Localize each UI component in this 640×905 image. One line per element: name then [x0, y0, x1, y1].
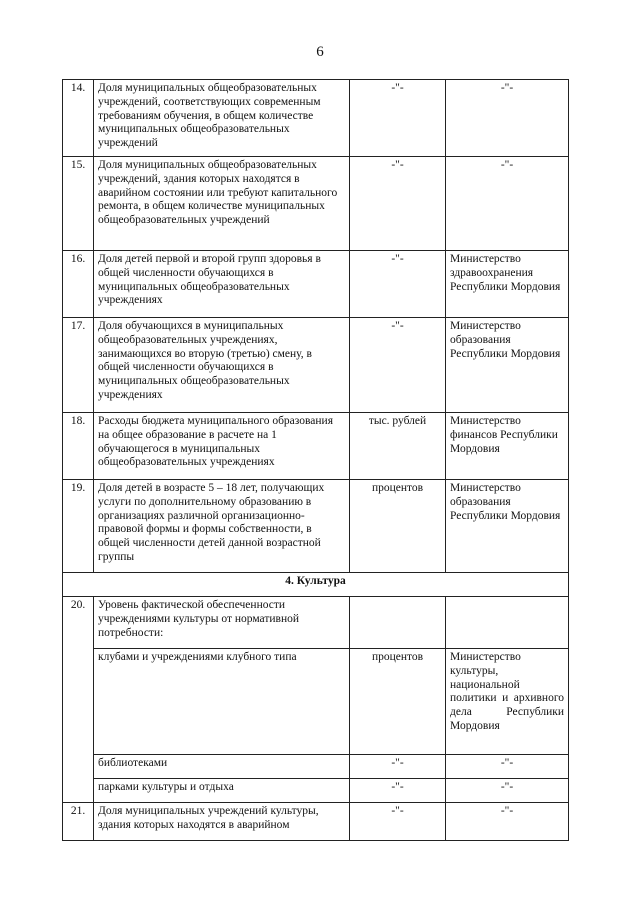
source-cell: Министерство культуры, национальной политики и архивного дела Республики Мордовия	[446, 649, 569, 755]
row-number: 14.	[63, 80, 94, 157]
table-row	[63, 318, 569, 413]
table-row	[63, 251, 569, 318]
row-number: 18.	[63, 413, 94, 480]
table-subrow	[63, 779, 569, 803]
row-number: 17.	[63, 318, 94, 413]
indicator-subtext: клубами и учреждениями клубного типа	[94, 649, 350, 755]
row-number: 15.	[63, 157, 94, 251]
indicator-text: Доля детей в возрасте 5 – 18 лет, получающих услуги по дополнительному образованию в организациях различной организационно-правовой формы и формы собственности, в общей численности детей данной возрастной группы	[94, 480, 350, 573]
unit-cell: -"-	[350, 755, 446, 779]
source-cell: -"-	[446, 80, 569, 157]
unit-cell	[350, 597, 446, 649]
row-number: 21.	[63, 803, 94, 841]
source-cell: -"-	[446, 779, 569, 803]
indicator-text: Доля детей первой и второй групп здоровья в общей численности обучающихся в муниципальных общеобразовательных учреждениях	[94, 251, 350, 318]
source-cell: Министерство образования Республики Мордовия	[446, 318, 569, 413]
row-number: 16.	[63, 251, 94, 318]
row-number: 20.	[63, 597, 94, 803]
indicator-text: Уровень фактической обеспеченности учреждениями культуры от нормативной потребности:	[94, 597, 350, 649]
indicator-text: Доля обучающихся в муниципальных общеобразовательных учреждениях, занимающихся во вторую (третью) смену, в общей численности обучающихся в муниципальных общеобразовательных учреждениях	[94, 318, 350, 413]
indicator-text: Расходы бюджета муниципального образования на общее образование в расчете на 1 обучающегося в муниципальных общеобразовательных учреждениях	[94, 413, 350, 480]
indicators-table	[62, 79, 569, 841]
source-cell: -"-	[446, 157, 569, 251]
section-title: 4. Культура	[63, 573, 569, 597]
unit-cell: -"-	[350, 779, 446, 803]
indicator-text: Доля муниципальных учреждений культуры, здания которых находятся в аварийном	[94, 803, 350, 841]
unit-cell: -"-	[350, 251, 446, 318]
table-subrow	[63, 755, 569, 779]
indicator-text: Доля муниципальных общеобразовательных учреждений, здания которых находятся в аварийном состоянии или требуют капитального ремонта, в общем количестве муниципальных общеобразовательных учреждений	[94, 157, 350, 251]
table-row	[63, 597, 569, 649]
indicator-subtext: библиотеками	[94, 755, 350, 779]
source-cell: Министерство здравоохранения Республики Мордовия	[446, 251, 569, 318]
row-number: 19.	[63, 480, 94, 573]
table-row	[63, 80, 569, 157]
section-row	[63, 573, 569, 597]
source-cell	[446, 597, 569, 649]
table-row	[63, 413, 569, 480]
page-number: 6	[316, 44, 324, 60]
table-row	[63, 803, 569, 841]
source-cell: -"-	[446, 803, 569, 841]
unit-cell: процентов	[350, 649, 446, 755]
unit-cell: -"-	[350, 803, 446, 841]
unit-cell: -"-	[350, 318, 446, 413]
unit-cell: -"-	[350, 157, 446, 251]
unit-cell: процентов	[350, 480, 446, 573]
table-subrow	[63, 649, 569, 755]
table-row	[63, 480, 569, 573]
unit-cell: тыс. рублей	[350, 413, 446, 480]
source-cell: -"-	[446, 755, 569, 779]
unit-cell: -"-	[350, 80, 446, 157]
source-cell: Министерство образования Республики Мордовия	[446, 480, 569, 573]
source-cell: Министерство финансов Республики Мордовия	[446, 413, 569, 480]
indicator-text: Доля муниципальных общеобразовательных учреждений, соответствующих современным требованиям обучения, в общем количестве муниципальных общеобразовательных учреждений	[94, 80, 350, 157]
indicator-subtext: парками культуры и отдыха	[94, 779, 350, 803]
table-row	[63, 157, 569, 251]
